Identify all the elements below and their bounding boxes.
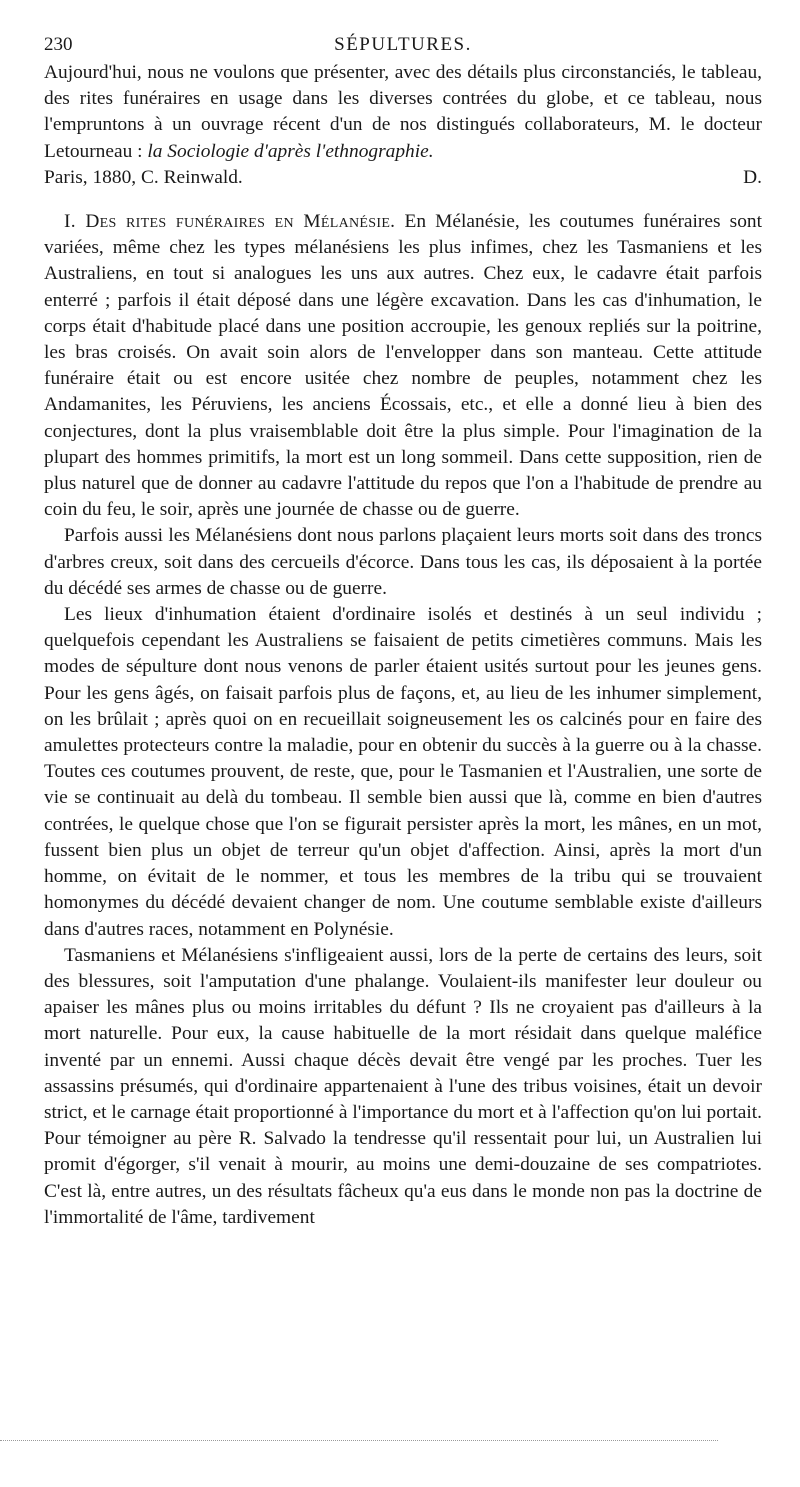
intro-tail — [44, 165, 762, 191]
section-paragraph-1-text: En Mélanésie, les coutumes funéraires sont variées, même chez les types mélanésiens les plus infimes, chez les Tasmaniens et les Australiens, en tout si analogues les uns aux autres. Chez eux, le cadavre était parfois enterré ; parfois il était déposé dans une légère excavation. Dans les cas d'inhumation, le corps était d'habitude placé dans une position accroupie, les genoux repliés sur la poitrine, les bras croisés. On avait soin alors de l'envelopper dans son manteau. Cette attitude funéraire était ou est encore usitée chez nombre de peuples, notamment chez les Andamanites, les Péruviens, les anciens Écossais, etc., et elle a donné lieu à bien des conjectures, dont la plus vraisemblable doit être la plus simple. Pour l'imagination de la plupart des hommes primitifs, la mort est un long sommeil. Dans cette supposition, rien de plus naturel que de donner au cadavre l'attitude du repos que l'on a l'habitude de prendre au coin du feu, le soir, après une journée de chasse ou de guerre. — [44, 211, 762, 521]
page-number: 230 — [44, 34, 73, 55]
section-paragraph-2: Parfois aussi les Mélanésiens dont nous parlons plaçaient leurs morts soit dans des troncs d'arbres creux, soit dans des cercueils d'écorce. Dans tous les cas, ils déposaient à la portée du décédé ses armes de chasse ou de guerre. — [44, 525, 762, 599]
signature: D. — [743, 166, 762, 188]
section-paragraph-1 — [44, 209, 762, 523]
page — [44, 30, 762, 1231]
section-paragraph-4: Tasmaniens et Mélanésiens s'infligeaient aussi, lors de la perte de certains des leurs, soit des blessures, soit l'amputation d'une phalange. Voulaient-ils manifester leur douleur ou apaiser les mânes plus ou moins irritables du défunt ? Ils ne croyaient pas d'ailleurs à la mort naturelle. Pour eux, la cause habituelle de la mort résidait dans quelque maléfice inventé par un ennemi. Aussi chaque décès devait être vengé par les proches. Tuer les assassins présumés, qui d'ordinaire appartenaient à l'une des tribus voisines, était un devoir strict, et le carnage était proportionné à l'importance du mort et à l'affection qu'on lui portait. Pour témoigner au père R. Salvado la tendresse qu'il ressentait pour lui, un Australien lui promit d'égorger, s'il venait à mourir, au moins une demi-douzaine de ses compatriotes. C'est là, entre autres, un des résultats fâcheux qu'a eus dans le monde non pas la doctrine de l'immortalité de l'âme, tardivement — [44, 944, 762, 1228]
book-title: la Sociologie d'après l'ethnographie. — [147, 140, 434, 162]
section-title: I. Des rites funéraires en Mélanésie. — [64, 211, 396, 233]
running-head — [44, 30, 762, 60]
running-title: SÉPULTURES. — [334, 34, 472, 55]
footer-rule — [0, 1440, 718, 1441]
section-paragraph-3: Les lieux d'inhumation étaient d'ordinaire isolés et destinés à un seul individu ; quelquefois cependant les Australiens se faisaient de petits cimetières communs. Mais les modes de sépulture dont nous venons de parler étaient usités surtout pour les jeunes gens. Pour les gens âgés, on faisait parfois plus de façons, et, au lieu de les inhumer simplement, on les brûlait ; après quoi on en recueillait soigneusement les os calcinés pour en faire des amulettes protecteurs contre la maladie, pour en obtenir du succès à la guerre ou à la chasse. Toutes ces coutumes prouvent, de reste, que, pour le Tasmanien et l'Australien, une sorte de vie se continuait au delà du tombeau. Il semble bien aussi que là, comme en bien d'autres contrées, le quelque chose que l'on se figurait persister après la mort, les mânes, en un mot, fussent bien plus un objet de terreur qu'un objet d'affection. Ainsi, après la mort d'un homme, on évitait de le nommer, et tous les membres de la tribu qui se trouvaient homonymes du décédé devaient changer de nom. Une coutume semblable existe d'ailleurs dans d'autres races, notamment en Polynésie. — [44, 604, 762, 940]
intro-paragraph — [44, 60, 762, 165]
intro-text: Aujourd'hui, nous ne voulons que présenter, avec des détails plus circonstanciés, le tableau, des rites funéraires en usage dans les diverses contrées du globe, et ce tableau, nous l'empruntons à un ouvrage récent d'un de nos distingués collaborateurs, M. le docteur Letourneau : — [44, 62, 762, 162]
publisher: Paris, 1880, C. Reinwald. — [44, 166, 243, 188]
